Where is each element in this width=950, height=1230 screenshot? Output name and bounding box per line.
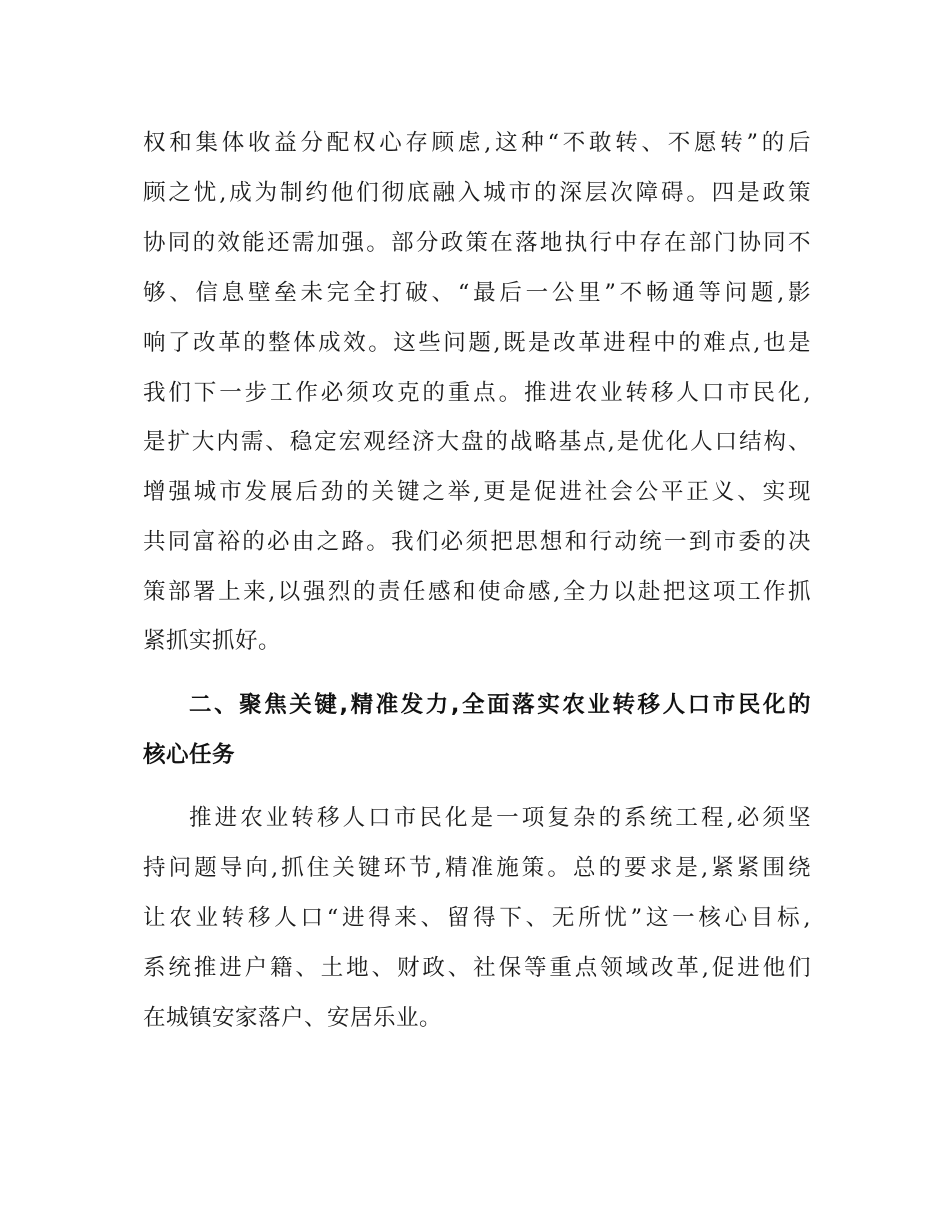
- text-line: 够、信息壁垒未完全打破、“最后一公里”不畅通等问题,影: [143, 280, 811, 306]
- text-line: 策部署上来,以强烈的责任感和使命感,全力以赴把这项工作抓: [143, 579, 811, 605]
- heading-line: 二、聚焦关键,精准发力,全面落实农业转移人口市民化的: [189, 692, 811, 718]
- heading-line: 核心任务: [143, 742, 236, 768]
- text-line: 权和集体收益分配权心存顾虑,这种“不敢转、不愿转”的后: [143, 130, 811, 156]
- text-line: 协同的效能还需加强。部分政策在落地执行中存在部门协同不: [143, 230, 811, 256]
- text-line: 系统推进户籍、土地、财政、社保等重点领域改革,促进他们: [143, 955, 811, 981]
- text-line: 是扩大内需、稳定宏观经济大盘的战略基点,是优化人口结构、: [143, 429, 811, 455]
- text-line: 让农业转移人口“进得来、留得下、无所忧”这一核心目标,: [143, 905, 811, 931]
- text-line: 响了改革的整体成效。这些问题,既是改革进程中的难点,也是: [143, 330, 811, 356]
- text-line: 推进农业转移人口市民化是一项复杂的系统工程,必须坚: [189, 805, 811, 831]
- text-line: 顾之忧,成为制约他们彻底融入城市的深层次障碍。四是政策: [143, 180, 811, 206]
- text-line: 紧抓实抓好。: [143, 628, 282, 654]
- text-line: 增强城市发展后劲的关键之举,更是促进社会公平正义、实现: [143, 479, 811, 505]
- text-line: 共同富裕的必由之路。我们必须把思想和行动统一到市委的决: [143, 529, 811, 555]
- text-line: 我们下一步工作必须攻克的重点。推进农业转移人口市民化,: [143, 380, 811, 406]
- text-line: 在城镇安家落户、安居乐业。: [143, 1005, 443, 1031]
- text-line: 持问题导向,抓住关键环节,精准施策。总的要求是,紧紧围绕: [143, 855, 811, 881]
